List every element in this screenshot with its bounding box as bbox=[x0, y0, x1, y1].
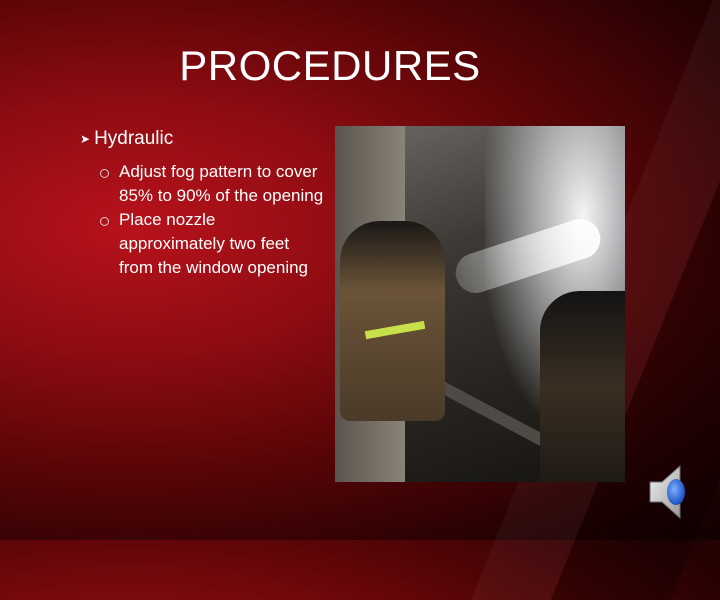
bullet-text: Place nozzle approximately two feet from the window opening bbox=[119, 210, 309, 277]
slide-title: PROCEDURES bbox=[179, 42, 481, 89]
slide-content bbox=[80, 128, 325, 280]
list-item bbox=[100, 208, 325, 280]
photo-firefighter bbox=[340, 221, 445, 421]
heading-text: Hydraulic bbox=[94, 128, 174, 149]
firefighter-photo bbox=[335, 126, 625, 482]
arrow-bullet-icon: ➤ bbox=[80, 132, 91, 146]
circle-bullet-icon bbox=[100, 217, 109, 226]
photo-firefighter bbox=[540, 291, 625, 482]
heading-bullet bbox=[80, 128, 325, 150]
circle-bullet-icon bbox=[100, 169, 109, 178]
speaker-icon[interactable] bbox=[646, 462, 692, 522]
bullet-text: Adjust fog pattern to cover 85% to 90% of the opening bbox=[119, 162, 324, 205]
list-item bbox=[100, 160, 325, 208]
